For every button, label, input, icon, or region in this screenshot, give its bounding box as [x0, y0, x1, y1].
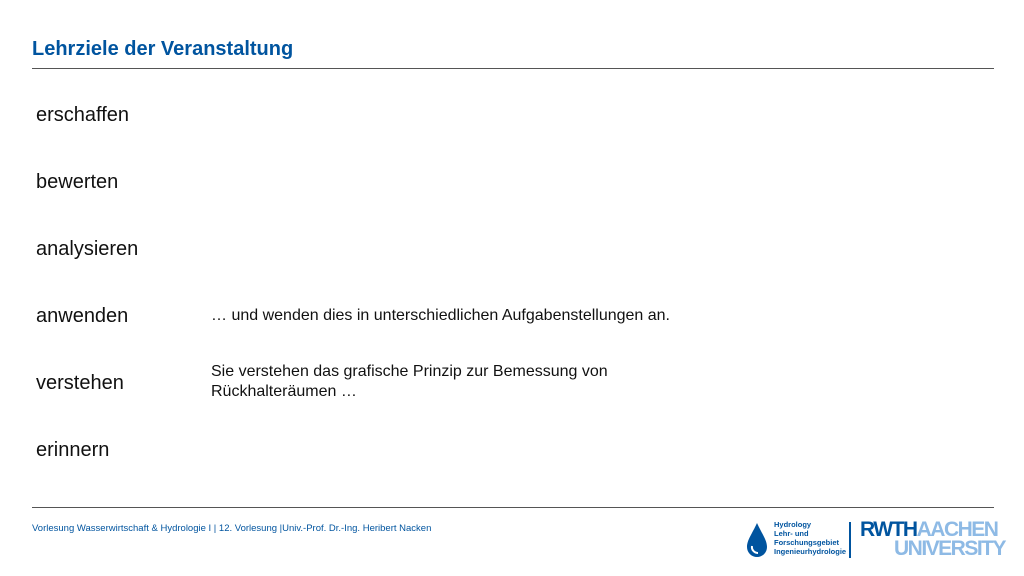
water-drop-icon: [746, 522, 768, 558]
level-description-anwenden: … und wenden dies in unterschiedlichen Aufgabenstellungen an.: [211, 307, 670, 324]
hydrology-logo-line: Ingenieurhydrologie: [774, 547, 847, 556]
rwth-logo: [860, 518, 1006, 560]
level-label-erinnern: erinnern: [36, 439, 110, 461]
level-label-verstehen: verstehen: [36, 372, 124, 394]
rwth-logo-university: UNIVERSITY: [894, 537, 1006, 560]
level-description-verstehen: Sie verstehen das grafische Prinzip zur Bemessung von Rückhalteräumen …: [211, 363, 608, 400]
title-divider: [32, 68, 994, 69]
footer-text: Vorlesung Wasserwirtschaft & Hydrologie I | 12. Vorlesung |Univ.-Prof. Dr.-Ing. Heribert Nacken: [32, 523, 432, 534]
hydrology-logo-line: Hydrology: [774, 520, 812, 529]
hydrology-logo-line: Forschungsgebiet: [774, 538, 840, 547]
hydrology-logo-line: Lehr- und: [774, 529, 809, 538]
level-label-analysieren: analysieren: [36, 238, 139, 260]
rwth-logo-rwth: RWTH: [860, 518, 917, 541]
logo-separator: [849, 522, 851, 558]
level-label-anwenden: anwenden: [36, 305, 129, 327]
slide-title: Lehrziele der Veranstaltung: [32, 38, 294, 60]
footer-divider: [32, 507, 994, 508]
hydrology-logo: [746, 520, 847, 560]
level-label-erschaffen: erschaffen: [36, 104, 130, 126]
hydrology-logo-text: [774, 520, 846, 556]
rwth-logo-aachen: AACHEN: [916, 518, 998, 541]
level-label-bewerten: bewerten: [36, 171, 119, 193]
